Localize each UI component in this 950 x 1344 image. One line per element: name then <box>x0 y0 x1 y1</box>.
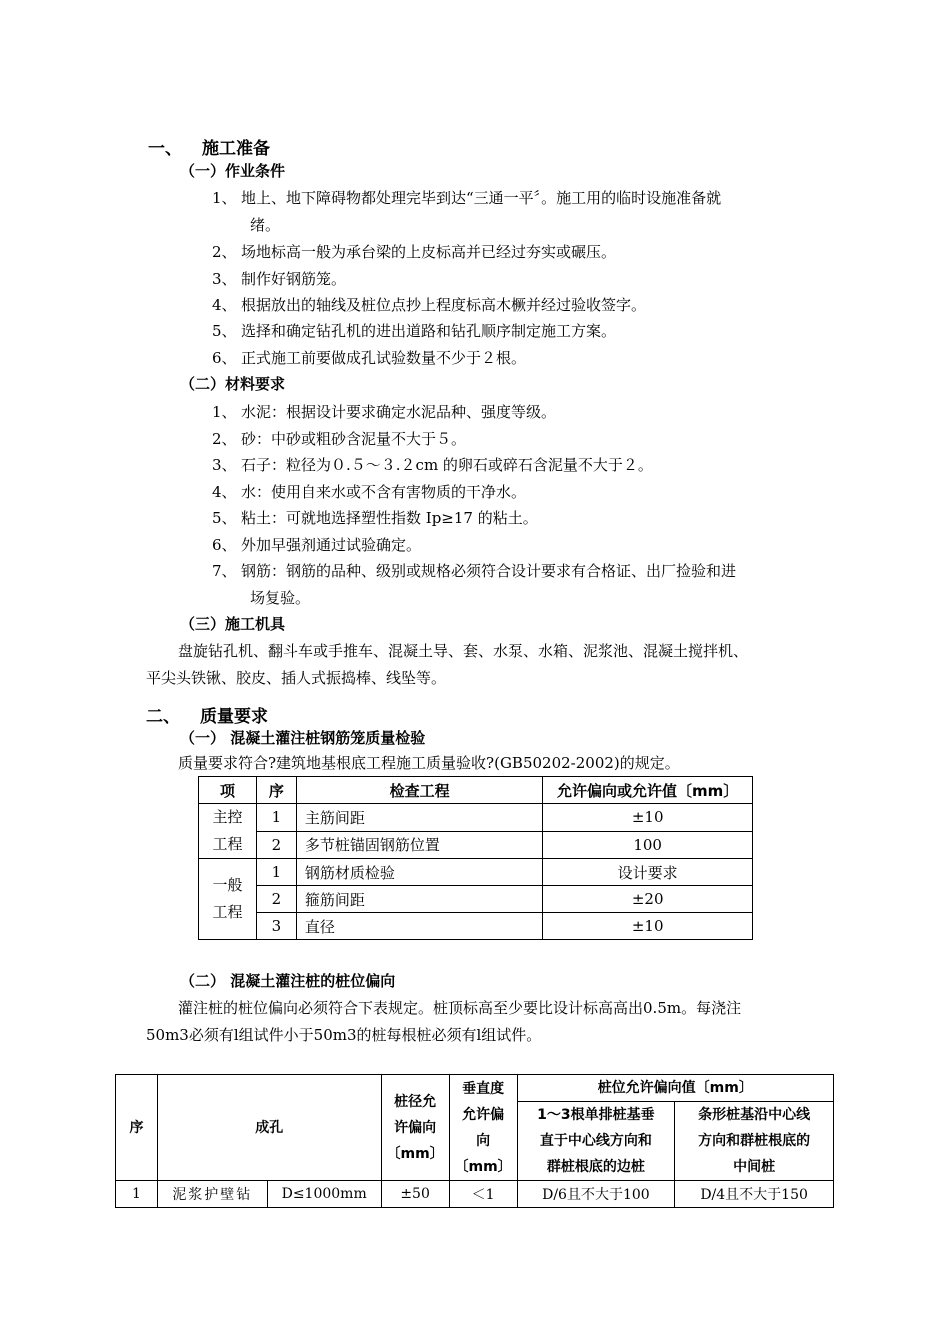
table-row <box>199 913 753 940</box>
section1-number: 一、 <box>148 139 182 159</box>
cell: 箍筋间距 <box>296 886 542 913</box>
list-item-number: 2、 <box>212 430 237 448</box>
list-item-text: 水泥：根据设计要求确定水泥品种、强度等级。 <box>241 403 557 421</box>
header-cell: 项 <box>199 777 257 804</box>
paragraph-line: 盘旋钻孔机、翻斗车或手推车、混凝土导、套、水泵、水箱、泥浆池、混凝土搅拌机、 <box>178 642 749 660</box>
list-item-text: 制作好钢筋笼。 <box>241 270 347 288</box>
header-line: 1～3根单排桩基垂 <box>537 1107 655 1123</box>
list-item-text: 正式施工前要做成孔试验数量不少于２根。 <box>241 349 527 367</box>
cell: D≤1000mm <box>267 1181 381 1208</box>
list-item-text: 水：使用自来水或不含有害物质的干净水。 <box>241 483 527 501</box>
cell: 主筋间距 <box>296 804 542 832</box>
cell: 2 <box>256 831 296 859</box>
group-name: 一般 <box>212 876 243 894</box>
list-item-number: 5、 <box>212 509 237 527</box>
header-line: 中间桩 <box>733 1159 776 1175</box>
header-cell: 序 <box>256 777 296 804</box>
section1-title: 施工准备 <box>202 139 270 159</box>
header-cell: 序 <box>116 1075 158 1181</box>
header-line: 〔mm〕 <box>386 1145 444 1162</box>
header-cell: 允许偏向或允许值〔mm〕 <box>543 777 753 804</box>
list-item-text: 外加早强剂通过试验确定。 <box>241 536 422 554</box>
cell: D/6且不大于100 <box>517 1181 675 1208</box>
header-cell: 检查工程 <box>296 777 542 804</box>
cell: 多节桩锚固钢筋位置 <box>296 831 542 859</box>
list-item-text: 石子：粒径为０.５～３.２cm 的卵石或碎石含泥量不大于２。 <box>241 456 653 474</box>
header-line: 桩径允 <box>394 1093 437 1110</box>
list-item-number: 4、 <box>212 483 237 501</box>
paragraph-line: 平尖头铁锹、胶皮、插人式振捣棒、线坠等。 <box>146 669 447 687</box>
list-item-number: 3、 <box>212 270 237 288</box>
cell: ±50 <box>381 1181 449 1208</box>
cell: 1 <box>116 1181 158 1208</box>
header-cell: 桩位允许偏向值〔mm〕 <box>517 1075 833 1102</box>
table-row <box>199 886 753 913</box>
header-cell <box>675 1102 834 1181</box>
header-cell <box>517 1102 675 1181</box>
cage-inspection-table <box>198 776 753 940</box>
list-item-number: 1、 <box>212 189 237 207</box>
pile-deviation-table <box>115 1074 834 1208</box>
list-item-text: 选择和确定钻孔机的进出道路和钻孔顺序制定施工方案。 <box>241 322 617 340</box>
cell: ±10 <box>543 913 753 940</box>
sub2-title: （二）材料要求 <box>180 375 286 393</box>
list-item-number: 6、 <box>212 349 237 367</box>
header-line: 〔mm〕 <box>454 1158 512 1175</box>
cell: D/4且不大于150 <box>675 1181 834 1208</box>
group-name: 工程 <box>212 835 243 853</box>
list-item-text: 场地标高一般为承台梁的上皮标高并已经过夯实或碾压。 <box>241 243 617 261</box>
section2-number: 二、 <box>146 707 180 727</box>
table-header-row <box>116 1075 834 1102</box>
cell: 设计要求 <box>543 859 753 886</box>
table-row <box>116 1181 834 1208</box>
list-item-number: 5、 <box>212 322 237 340</box>
list-item-continuation: 场复验。 <box>250 589 311 607</box>
quality-sub2-title: （二） 混凝土灌注桩的桩位偏向 <box>180 972 396 990</box>
list-item-number: 1、 <box>212 403 237 421</box>
list-item-text: 地上、地下障碍物都处理完毕到达“三通一平〞。施工用的临时设施准备就 <box>241 189 722 207</box>
header-line: 群桩根底的边桩 <box>546 1159 645 1175</box>
group-name: 主控 <box>212 808 243 826</box>
list-item-text: 砂：中砂或粗砂含泥量不大于５。 <box>241 430 467 448</box>
paragraph-line: 50m3必须有l组试件小于50m3的桩每根桩必须有l组试件。 <box>146 1026 542 1044</box>
header-line: 向 <box>476 1132 491 1149</box>
cell: 1 <box>256 859 296 886</box>
group-cell <box>199 804 257 859</box>
quality-sub1-title: （一） 混凝土灌注桩钢筋笼质量检验 <box>180 729 426 747</box>
cell: 钢筋材质检验 <box>296 859 542 886</box>
list-item-number: 6、 <box>212 536 237 554</box>
cell: 3 <box>256 913 296 940</box>
quality-intro: 质量要求符合?建筑地基根底工程施工质量验收?(GB50202-2002)的规定。 <box>178 754 680 772</box>
table-row <box>199 831 753 859</box>
table-header-row <box>199 777 753 804</box>
header-line: 允许偏 <box>462 1106 505 1123</box>
cell: 100 <box>543 831 753 859</box>
list-item-text: 根据放出的轴线及桩位点抄上程度标高木橛并经过验收签字。 <box>241 296 647 314</box>
cell: 泥浆护壁钻 <box>157 1181 267 1208</box>
list-item-text: 钢筋：钢筋的品种、级别或规格必须符合设计要求有合格证、出厂捡验和进 <box>241 562 737 580</box>
cell: 1 <box>256 804 296 832</box>
cell: ±20 <box>543 886 753 913</box>
group-cell <box>199 859 257 940</box>
cell: 直径 <box>296 913 542 940</box>
list-item-number: 2、 <box>212 243 237 261</box>
list-item-number: 3、 <box>212 456 237 474</box>
cell: ±10 <box>543 804 753 832</box>
table-row <box>199 804 753 832</box>
header-cell <box>449 1075 517 1181</box>
header-cell <box>381 1075 449 1181</box>
table-row <box>199 859 753 886</box>
header-line: 许偏向 <box>394 1119 437 1136</box>
header-line: 方向和群桩根底的 <box>698 1133 811 1149</box>
header-cell: 成孔 <box>157 1075 381 1181</box>
list-item-text: 粘土：可就地选择塑性指数 Ip≥17 的粘土。 <box>241 509 538 527</box>
header-line: 条形桩基沿中心线 <box>698 1107 811 1123</box>
cell: 2 <box>256 886 296 913</box>
sub1-title: （一）作业条件 <box>180 162 286 180</box>
list-item-number: 4、 <box>212 296 237 314</box>
cell: ＜1 <box>449 1181 517 1208</box>
sub3-title: （三）施工机具 <box>180 615 286 633</box>
header-line: 直于中心线方向和 <box>539 1133 652 1149</box>
list-item-number: 7、 <box>212 562 237 580</box>
group-name: 工程 <box>212 903 243 921</box>
header-line: 垂直度 <box>462 1080 505 1097</box>
section2-title: 质量要求 <box>200 707 268 727</box>
list-item-continuation: 绪。 <box>250 216 281 234</box>
paragraph-line: 灌注桩的桩位偏向必须符合下表规定。桩顶标高至少要比设计标高高出0.5m。每浇注 <box>178 999 742 1017</box>
